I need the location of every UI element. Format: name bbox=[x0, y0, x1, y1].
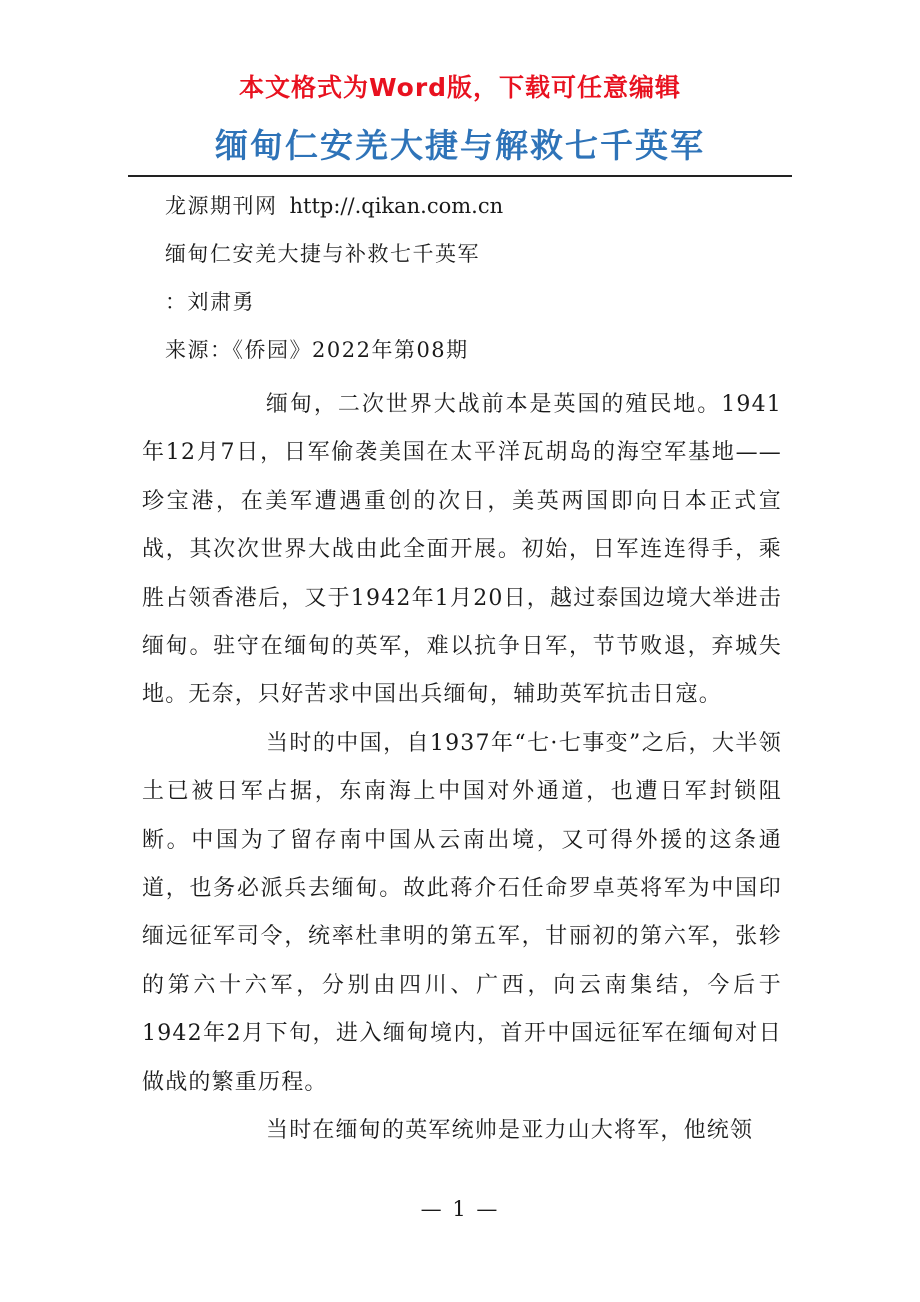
document-title: 缅甸仁安羌大捷与解救七千英军 bbox=[215, 126, 705, 165]
source-site-line bbox=[165, 191, 503, 221]
site-name: 龙源期刊网 bbox=[165, 194, 278, 218]
paragraph: 缅甸，二次世界大战前本是英国的殖民地。1941年12月7日，日军偷袭美国在太平洋瓦胡岛的海空军基地——珍宝港，在美军遭遇重创的次日，美英两国即向日本正式宣战，其次次世界大战由此全面开展。初始，日军连连得手，乘胜占领香港后，又于1942年1月20日，越过泰国边境大举进击缅甸。驻守在缅甸的英军，难以抗争日军，节节败退，弃城失地。无奈，只好苦求中国出兵缅甸，辅助英军抗击日寇。 bbox=[142, 392, 782, 708]
article-title-line: 缅甸仁安羌大捷与补救七千英军 bbox=[165, 242, 480, 266]
header-divider bbox=[128, 175, 792, 177]
download-notice: 本文格式为Word版，下载可任意编辑 bbox=[238, 73, 682, 102]
source-line: 来源：《侨园》2022年第08期 bbox=[165, 338, 469, 362]
paragraph: 当时在缅甸的英军统帅是亚力山大将军，他统领 bbox=[266, 1118, 754, 1144]
author-line: ：刘肃勇 bbox=[165, 290, 255, 314]
article-body bbox=[142, 381, 782, 1156]
site-url: http://.qikan.com.cn bbox=[289, 194, 504, 218]
page-number: — 1 — bbox=[420, 1197, 500, 1221]
paragraph: 当时的中国，自1937年“七·七事变”之后，大半领土已被日军占据，东南海上中国对外通道，也遭日军封锁阻断。中国为了留存南中国从云南出境，又可得外援的这条通道，也务必派兵去缅甸。故此蒋介石任命罗卓英将军为中国印缅远征军司令，统率杜聿明的第五军，甘丽初的第六军，张轸的第六十六军，分别由四川、广西，向云南集结，今后于1942年2月下旬，进入缅甸境内，首开中国远征军在缅甸对日做战的繁重历程。 bbox=[142, 730, 782, 1095]
